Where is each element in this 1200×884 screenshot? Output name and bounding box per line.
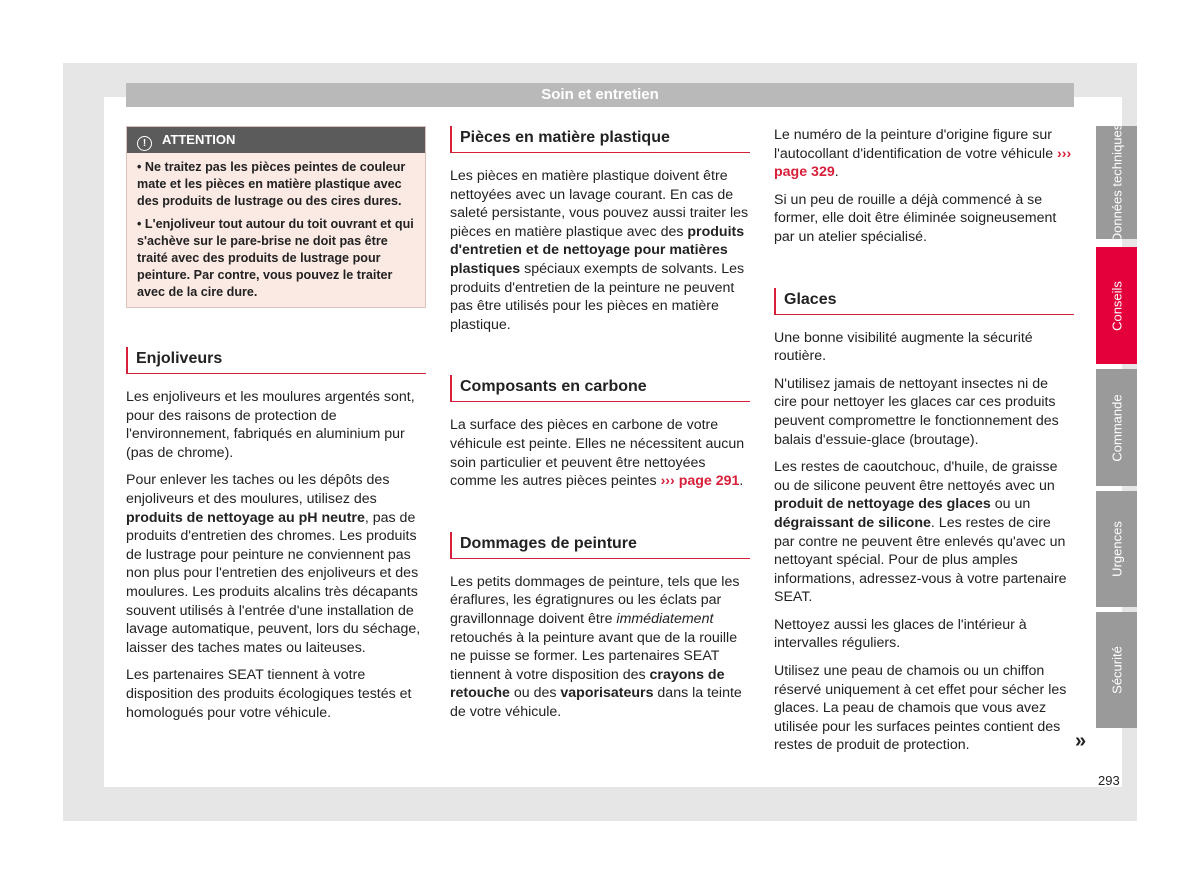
tab-urgences[interactable]: Urgences xyxy=(1096,491,1137,607)
page-link-291[interactable]: ››› page 291 xyxy=(660,473,740,490)
column-2 xyxy=(450,126,750,730)
paragraph: Utilisez une peau de chamois ou un chiffon réservé uniquement à cet effet pour sécher les glaces. La peau de chamois que vous avez utilisée pour les surfaces peintes contient des restes de produit de protection. xyxy=(774,663,1067,754)
section-heading-plastique: Pièces en matière plastique xyxy=(450,126,750,153)
attention-body xyxy=(127,153,425,307)
paragraph: Les partenaires SEAT tiennent à votre disposition des produits écologiques testés et homologués pour votre véhicule. xyxy=(126,667,412,721)
chapter-header: Soin et entretien xyxy=(126,83,1074,107)
paragraph: Les petits dommages de peinture, tels que les éraflures, les égratignures ou les éclats par gravillonnage doivent être immédiatement retouchés à la peinture avant que de la rouille ne puisse se former. Les partenaires SEAT tiennent à votre disposition des crayons de retouche ou des vaporisateurs dans la teinte de votre véhicule. xyxy=(450,573,742,720)
attention-item: • L'enjoliveur tout autour du toit ouvrant et qui s'achève sur le pare-brise ne doit pas être traité avec des produits de lustrage pour peinture. Par contre, vous pouvez le traiter avec de la cire dure. xyxy=(137,217,414,299)
section-heading-enjoliveurs: Enjoliveurs xyxy=(126,347,426,374)
paragraph: Les restes de caoutchouc, d'huile, de graisse ou de silicone peuvent être nettoyés avec un produit de nettoyage des glaces ou un dégraissant de silicone. Les restes de cire par contre ne peuvent être enlevés qu'avec un nettoyant spécial. Pour de plus amples informations, adressez-vous à votre partenaire SEAT. xyxy=(774,459,1067,606)
page-number: 293 xyxy=(1098,773,1120,788)
column-1 xyxy=(126,126,426,731)
paragraph: Le numéro de la peinture d'origine figure sur l'autocollant d'identification de votre véhicule ››› page 329. xyxy=(774,127,1072,181)
attention-title: ATTENTION xyxy=(162,132,236,147)
tab-conseils[interactable]: Conseils xyxy=(1096,247,1137,364)
tab-commande[interactable]: Commande xyxy=(1096,369,1137,486)
paragraph: La surface des pièces en carbone de votre véhicule est peinte. Elles ne nécessitent aucun soin particulier et peuvent être nettoyées comme les autres pièces peintes ››› page 291. xyxy=(450,417,745,490)
attention-item: • Ne traitez pas les pièces peintes de couleur mate et les pièces en matière plastique avec des produits de lustrage ou des cires dures. xyxy=(137,160,406,208)
section-heading-carbone: Composants en carbone xyxy=(450,375,750,402)
paragraph: Les pièces en matière plastique doivent être nettoyées avec un lavage courant. En cas de saleté persistante, vous pouvez aussi traiter les pièces en matière plastique avec des produits d'entretien et de nettoyage pour matières plastiques spéciaux exempts de solvants. Les produits d'entretien de la peinture ne peuvent pas être utilisés pour les pièces en matière plastique. xyxy=(450,168,749,333)
paragraph: N'utilisez jamais de nettoyant insectes ni de cire pour nettoyer les glaces car ces produits peuvent compromettre le fonctionnement des balais d'essuie-glace (broutage). xyxy=(774,375,1059,448)
section-heading-dommages: Dommages de peinture xyxy=(450,532,750,559)
warning-icon: ! xyxy=(137,136,152,151)
paragraph: Si un peu de rouille a déjà commencé à se former, elle doit être éliminée soigneusement par un atelier spécialisé. xyxy=(774,191,1057,245)
continued-marker: » xyxy=(1075,730,1087,752)
tab-donnees-techniques[interactable]: Données techniques xyxy=(1096,126,1137,239)
tab-securite[interactable]: Sécurité xyxy=(1096,612,1137,728)
section-heading-glaces: Glaces xyxy=(774,288,1074,315)
attention-header xyxy=(127,127,425,153)
paragraph: Les enjoliveurs et les moulures argentés sont, pour des raisons de protection de l'environnement, fabriqués en aluminium pur (pas de chrome). xyxy=(126,389,415,461)
paragraph: Nettoyez aussi les glaces de l'intérieur à intervalles réguliers. xyxy=(774,616,1027,652)
paragraph: Une bonne visibilité augmente la sécurité routière. xyxy=(774,329,1033,365)
column-3 xyxy=(774,126,1074,764)
attention-box xyxy=(126,126,426,308)
page-link-329[interactable]: ››› page 329 xyxy=(774,145,1072,181)
paragraph: Pour enlever les taches ou les dépôts des enjoliveurs et des moulures, utilisez des produits de nettoyage au pH neutre, pas de produits d'entretien des chromes. Les produits de lustrage pour peinture ne conviennent pas non plus pour l'entretien des enjoliveurs et des moulures. Les produits alcalins très décapants souvent utilisés à l'entrée d'une installation de lavage automatique, peuvent, lors du séchage, laisser des taches mates ou laiteuses. xyxy=(126,472,421,656)
